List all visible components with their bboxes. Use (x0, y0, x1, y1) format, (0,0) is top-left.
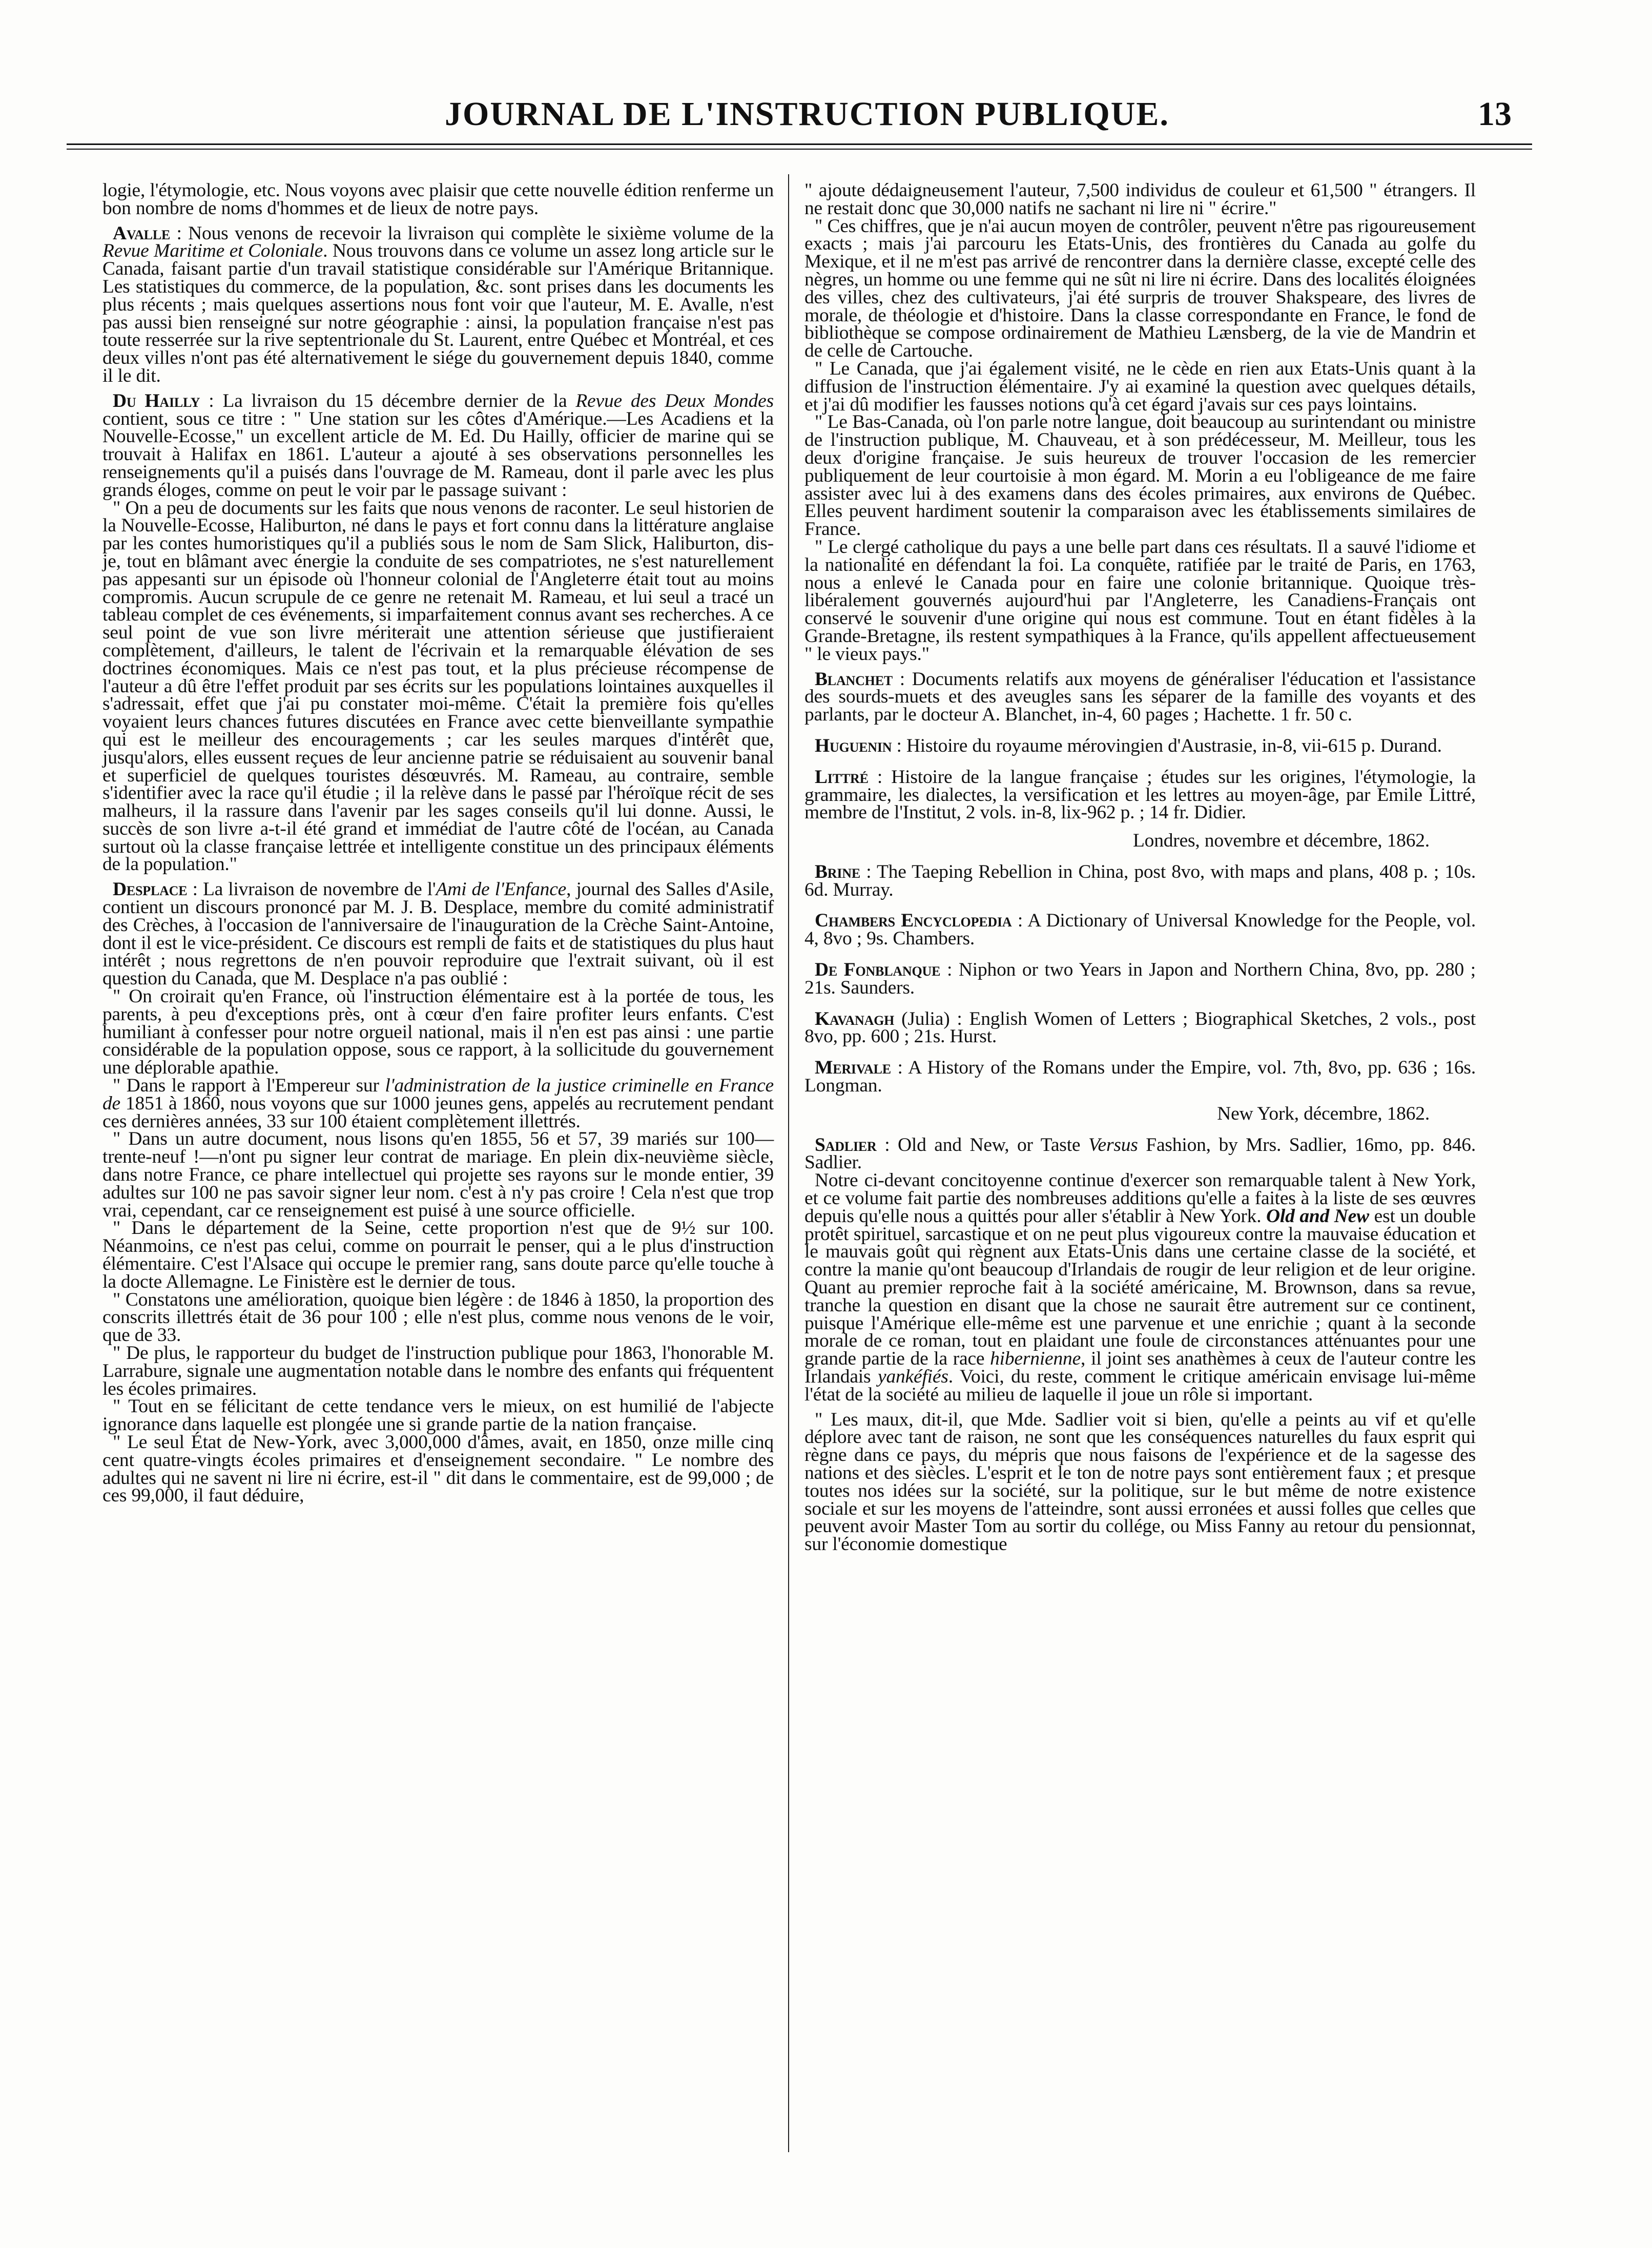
entry-text: Fashion, by Mrs. Sadlier, 16mo, pp. 846. Sadlier. (804, 1134, 1476, 1173)
quote-paragraph: " On croirait qu'en France, où l'instruction élémentaire est à la portée de tous, les parents, à peu d'exceptions près, ont à cœur d'en faire profiter leurs enfants. C'est humiliant à confesser pour notre orgueil national, mais il n'en est pas ainsi : une partie considérable de la population oppose, sous ce rapport, à la sollicitude du gouvernement une déplorable apathie. (102, 986, 774, 1079)
entry-sadlier (804, 1134, 1476, 1173)
review-text: est un double protêt spirituel, sarcastique et on ne peut plus vigoureux contre la mauvaise éducation et le mauvais goût qui règnent aux Etats-Unis dans une certaine classe de la société, et contre la manie qu'ont beaucoup d'Irlandais de rougir de leur religion et de leur origine. Quant au premier reproche fait à la société américaine, M. Brownson, dans sa revue, tranche la question en disant que la chose ne saurait être autrement sur ce continent, puisque l'Amérique elle-même est une parvenue et une enrichie ; quant à la seconde morale de ce roman, tout en plaidant une foule de circonstances atténuantes pour une grande partie de la race (804, 1205, 1476, 1370)
journal-name: Ami de l'Enfance (436, 879, 567, 900)
entry-text: : Nous venons de recevoir la livraison qui complète le sixième volume de la (170, 222, 774, 244)
header-rule-bottom (67, 149, 1532, 150)
review-text: , il joint ses anathèmes à ceux de l'auteur contre les Irlandais (804, 1348, 1476, 1388)
entry-brine (804, 863, 1476, 899)
entry-author: Kavanagh (815, 1008, 895, 1029)
quote-paragraph: " Le Bas-Canada, où l'on parle notre langue, doit beaucoup au surintendant ou ministre de l'instruction publique, M. Chauveau, et à son prédécesseur, M. Meilleur, tous les deux d'origine française. Je suis heureux de trouver l'occasion de les remercier publiquement de leur courtoisie à mon égard. M. Morin a eu l'obligeance de me faire assister avec lui à des examens dans des écoles primaires, aux environs de Québec. Elles peuvent hardiment soutenir la comparaison avec les établissements similaires de France. (804, 411, 1476, 540)
entry-text: contient, sous ce titre : " Une station sur les côtes d'Amérique.—Les Acadiens et la Nouvelle-Ecosse," un excellent article de M. Ed. Du Hailly, officier de marine qui se trouvait à Halifax en 1861. L'auteur a ajouté à ses observations personnelles les renseignements qu'il a puisés dans l'ouvrage de M. Rameau, dont il parle avec les plus grands éloges, comme on peut le voir par le passage suivant : (102, 408, 774, 501)
entry-text: : A History of the Romans under the Empire, vol. 7th, 8vo, pp. 636 ; 16s. Longman. (804, 1057, 1476, 1097)
entry-chambers (804, 912, 1476, 948)
entry-author: Littré (815, 766, 869, 788)
entry-text: : Histoire de la langue française ; études sur les origines, l'étymologie, la grammaire, les dialectes, la versification et les lettres au moyen-âge, par Emile Littré, membre de l'Institut, 2 vols. in-8, lix-962 p. ; 14 fr. Didier. (804, 766, 1476, 823)
quote-paragraph: " Dans le département de la Seine, cette proportion n'est que de 9½ sur 100. Néanmoins, ce n'est pas celui, comme on pourrait le penser, qui a le plus d'instruction élémentaire. C'est l'Alsace qui occupe le premier rang, sans doute parce qu'elle touche à la docte Allemagne. Le Finistère est le dernier de tous. (102, 1218, 774, 1292)
quote-paragraph: " Dans un autre document, nous lisons qu'en 1855, 56 et 57, 39 mariés sur 100—trente-neuf !—n'ont pu signer leur contrat de mariage. En plein dix-neuvième siècle, dans notre France, ce phare intellectuel qui projette ses rayons sur le monde entier, 39 adultes sur 100 ne pas savoir signer leur nom. c'est à n'y pas croire ! Cela n'est que trop vrai, cependant, car ce renseignement est puisé à une source officielle. (102, 1128, 774, 1221)
quote-paragraph: " Le seul État de New-York, avec 3,000,000 d'âmes, avait, en 1850, onze mille cinq cent quatre-vingts écoles primaires et d'enseignement secondaire. " Le nombre des adultes qui ne savent ni lire ni écrire, est-il " dit dans le commentaire, est de 99,000 ; de ces 99,000, il faut déduire, (102, 1431, 774, 1507)
quote-paragraph: " Constatons une amélioration, quoique bien légère : de 1846 à 1850, la proportion des conscrits illettrés était de 36 pour 100 ; elle n'est plus, comme nous venons de le voir, que de 33. (102, 1289, 774, 1346)
entry-author: Sadlier (815, 1134, 877, 1156)
emphasis-word: yankéfiés (878, 1366, 948, 1388)
entry-text: : Old and New, or Taste (876, 1134, 1088, 1156)
entry-author: Huguenin (815, 735, 892, 756)
quote-paragraph: " Les maux, dit-il, que Mde. Sadlier voit si bien, qu'elle a peints au vif et qu'elle déplore avec tant de raison, ne sont que les conséquences naturelles du faux esprit qui règne dans ce pays, du mépris que nous faisons de l'expérience et de la sagesse des nations et des siècles. L'esprit et le ton de notre pays sont entièrement faux ; et presque toutes nos idées sur la société, sur la politique, sur le but même de notre existence sociale et sur les moyens de l'atteindre, sont aussi erronées et aussi folles que celles que peuvent avoir Master Tom au sortir du collége, ou Miss Fanny au retour du pensionnat, sur l'économie domestique (804, 1409, 1476, 1555)
quote-paragraph: " Tout en se félicitant de cette tendance vers le mieux, on est humilié de l'abjecte ignorance dans laquelle est plongée une si grande partie de la nation française. (102, 1396, 774, 1435)
entry-text: : A Dictionary of Universal Knowledge for the People, vol. 4, 8vo ; 9s. Chambers. (804, 910, 1476, 950)
quote-paragraph: " Le Canada, que j'ai également visité, ne le cède en rien aux Etats-Unis quant à la diffusion de l'instruction élémentaire. J'y ai examiné la question avec quelques détails, et j'ai dû modifier les fausses notions qu'à cet égard j'avais sur ces pays lointains. (804, 358, 1476, 415)
emphasis-word: hibernienne (990, 1348, 1081, 1370)
entry-text: : Niphon or two Years in Japon and Northern China, 8vo, pp. 280 ; 21s. Saunders. (804, 959, 1476, 998)
entry-text: : Documents relatifs aux moyens de généraliser l'éducation et l'assistance des sourds-muets et des aveugles sans les séparer de la famille des voyants et des parlants, par le docteur A. Blanchet, in-4, 60 pages ; Hachette. 1 fr. 50 c. (804, 668, 1476, 726)
section-heading-london: Londres, novembre et décembre, 1862. (1132, 830, 1430, 852)
entry-kavanagh (804, 1010, 1476, 1046)
journal-title: JOURNAL DE L'INSTRUCTION PUBLIQUE. (445, 95, 1169, 133)
right-column (804, 182, 1476, 1554)
quote-paragraph: " De plus, le rapporteur du budget de l'instruction publique pour 1863, l'honorable M. Larrabure, signale une augmentation notable dans le nombre des enfants qui fréquentent les écoles primaires. (102, 1343, 774, 1399)
entry-blanchet (804, 668, 1476, 726)
entry-avalle (102, 222, 774, 386)
entry-author: Merivale (815, 1057, 891, 1079)
entry-text: (Julia) : English Women of Letters ; Biographical Sketches, 2 vols., post 8vo, pp. 600 ; 21s. Hurst. (804, 1008, 1476, 1047)
entry-text: : La livraison de novembre de l' (187, 879, 436, 900)
entry-merivale (804, 1059, 1476, 1095)
title-word: Versus (1088, 1134, 1138, 1156)
page-number: 13 (1478, 95, 1512, 133)
entry-text: : Histoire du royaume mérovingien d'Austrasie, in-8, vii-615 p. Durand. (892, 735, 1442, 756)
entry-author: Brine (815, 861, 861, 882)
review-paragraph (804, 1172, 1476, 1404)
entry-text: : La livraison du 15 décembre dernier de la (200, 390, 576, 411)
entry-author: Du Hailly (113, 390, 200, 411)
section-heading-new-york: New York, décembre, 1862. (1217, 1103, 1430, 1124)
column-divider (788, 174, 789, 2152)
entry-author: Blanchet (815, 668, 893, 690)
journal-name: Revue Maritime et Coloniale (102, 240, 323, 262)
header-rule-top (67, 143, 1532, 145)
quote-continuation: " ajoute dédaigneusement l'auteur, 7,500 individus de couleur et 61,500 " étrangers. Il ne restait donc que 30,000 natifs ne sachant ni lire ni " écrire." (804, 180, 1476, 219)
entry-author: Avalle (113, 222, 171, 244)
entry-text: , journal des Salles d'Asile, contient un discours prononcé par M. J. B. Desplace, membre du comité administratif des Crèches, à l'occasion de l'anniversaire de l'inauguration de la Crèche Saint-Antoine, dont il est le vice-président. Ce discours est rempli de faits et de statistiques du plus haut intérêt ; nous regrettons de n'en pouvoir reproduire que l'extrait suivant, où il est question du Canada, que M. Desplace n'a pas oublié : (102, 879, 774, 989)
journal-name: Revue des Deux Mondes (575, 390, 774, 411)
entry-huguenin (804, 737, 1476, 755)
entry-author: Desplace (113, 879, 188, 900)
quote-text: 1851 à 1860, nous voyons que sur 1000 jeunes gens, appelés au recrutement pendant ces dernières années, 33 sur 100 étaient complètement illettrés. (102, 1092, 774, 1132)
quote-paragraph: " On a peu de documents sur les faits que nous venons de raconter. Le seul historien de la Nouvelle-Ecosse, Haliburton, né dans le pays et fort connu dans la littérature anglaise par les contes humoristiques qu'il a publiés sous le nom de Sam Slick, Haliburton, dis-je, tout en blâmant avec énergie la conduite de ses compatriotes, ne s'est naturellement pas appesanti sur un épisode où l'honneur colonial de l'Angleterre était tout au moins compromis. Aucun scrupule de ce genre ne retenait M. Rameau, et lui seul a tracé un tableau complet de ces événements, si imparfaitement connus avant ses recherches. A ce seul point de vue son livre mériterait une attention sérieuse que justifieraient complètement, d'ailleurs, le talent de l'écrivain et la remarquable élévation de ses doctrines économiques. Mais ce n'est pas tout, et la plus précieuse récompense de l'auteur a dû être l'effet produit par ses écrits sur les populations lointaines auxquelles il s'adressait, effet que j'ai pu constater moi-même. C'était la première fois qu'elles voyaient leurs chances futures discutées en France avec cette bienveillante sympathie qui est le meilleur des encouragements ; car les seules marques d'intérêt que, jusqu'alors, elles eussent reçues de leur ancienne patrie se réduisaient au souvenir banal et superficiel de quelques touristes désœuvrés. M. Rameau, au contraire, semble s'identifier avec la race qu'il étudie ; il la relève dans le passé par l'héroïque récit de ses malheurs, il la rassure dans l'avenir par les sages conseils qu'il lui donne. Aussi, le succès de son livre a-t-il été grand et immédiat de l'autre côté de l'océan, au Canada surtout où la classe française lettrée et intelligente constitue un des principaux éléments de la population." (102, 497, 774, 875)
entry-text: : The Taeping Rebellion in China, post 8vo, with maps and plans, 408 p. ; 10s. 6d. Murray. (804, 861, 1476, 900)
entry-duhailly (102, 390, 774, 501)
quote-paragraph (102, 1077, 774, 1130)
quote-paragraph: " Ces chiffres, que je n'ai aucun moyen de contrôler, peuvent n'être pas rigoureusement exacts ; mais j'ai parcouru les Etats-Unis, des frontières du Canada au golfe du Mexique, et il ne m'est pas arrivé de rencontrer dans la dernière classe, excepté celle des nègres, un homme ou une femme qui ne sût ni lire ni écrire. Dans des localités éloignées des villes, chez des cultivateurs, j'ai été surpris de trouver Shakspeare, des livres de morale, de théologie et d'histoire. Dans la classe correspondante en France, le fond de bibliothèque se compose ordinairement de Mathieu Lænsberg, de la vie de Mandrin et de celle de Cartouche. (804, 215, 1476, 362)
entry-littre (804, 766, 1476, 823)
left-column (102, 182, 774, 1505)
review-text: . Voici, du reste, comment le critique américain envisage lui-même l'état de la société au milieu de laquelle il joue un rôle si important. (804, 1366, 1476, 1405)
entry-fonblanque (804, 961, 1476, 997)
entry-desplace (102, 881, 774, 988)
entry-author: Chambers Encyclopedia (815, 910, 1012, 932)
report-title: l'administration de la justice criminelle en France de (102, 1075, 774, 1114)
paragraph-continuation: logie, l'étymologie, etc. Nous voyons avec plaisir que cette nouvelle édition renferme un bon nombre de noms d'hommes et de lieux de notre pays. (102, 180, 774, 219)
entry-text: . Nous trouvons dans ce volume un assez long article sur le Canada, faisant partie d'un travail statistique considérable sur l'Amérique Britannique. Les statistiques du commerce, de la population, &c. sont prises dans les documents les plus récents ; mais quelques assertions nous font voir que l'auteur, M. E. Avalle, n'est pas aussi bien renseigné sur notre géographie : ainsi, la population française n'est pas toute resserrée sur la rive septentrionale du St. Laurent, entre Québec et Montréal, et ces deux villes n'ont pas été alternativement le siége du gouvernement depuis 1840, comme il le dit. (102, 240, 774, 386)
quote-paragraph: " Le clergé catholique du pays a une belle part dans ces résultats. Il a sauvé l'idiome et la nationalité en défendant la foi. La conquête, ratifiée par le traité de Paris, en 1763, nous a enlevé le Canada pour en faire une colonie britannique. Quoique très-libéralement gouvernés aujourd'hui par l'Angleterre, les Canadiens-Français ont conservé le souvenir d'une origine qui nous est commune. Tout en étant fidèles à la Grande-Bretagne, ils restent sympathiques à la France, qu'ils appellent affectueusement " le vieux pays." (804, 536, 1476, 665)
page-header (102, 95, 1512, 141)
review-text: Notre ci-devant concitoyenne continue d'exercer son remarquable talent à New York, et ce volume fait partie des nombreuses additions qu'elle a faites à la liste de ses œuvres depuis qu'elle nous a quittés pour aller s'établir à New York. (804, 1170, 1476, 1227)
entry-author: De Fonblanque (815, 959, 941, 981)
book-title: Old and New (1266, 1205, 1369, 1227)
quote-text: " Dans le rapport à l'Empereur sur (113, 1075, 385, 1097)
